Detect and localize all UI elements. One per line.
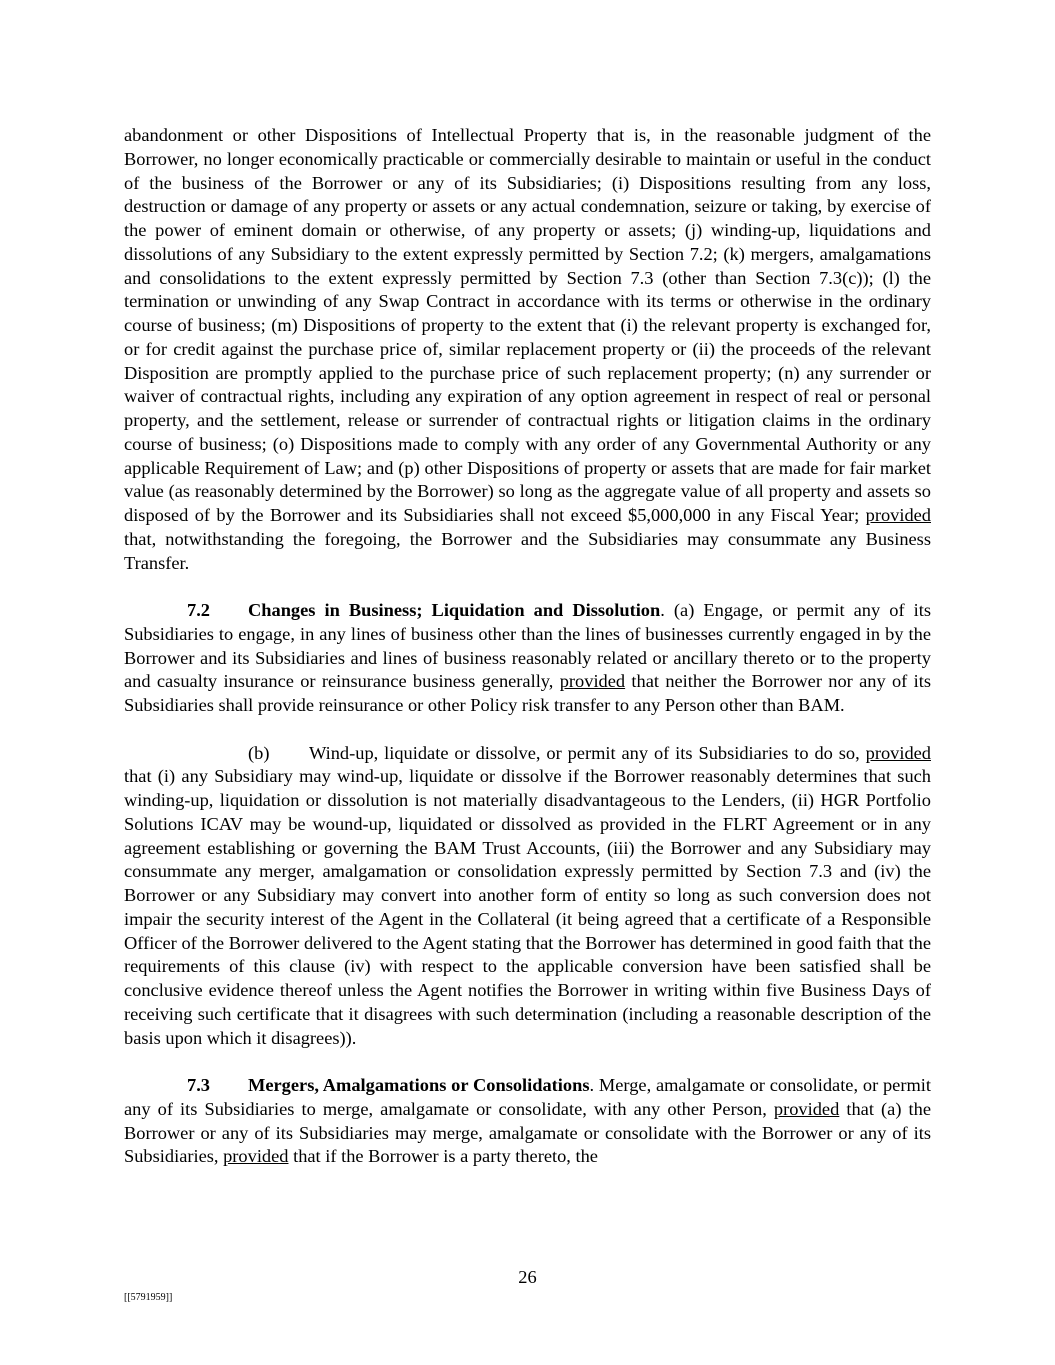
section-7-3-paragraph — [124, 1074, 931, 1169]
text-run: . — [589, 1075, 595, 1095]
text-run: . — [660, 600, 665, 620]
text-run: that, notwithstanding the foregoing, the Borrower and the Subsidiaries may consummate any Business Transfer. — [124, 528, 931, 573]
underlined-term: provided — [865, 505, 931, 525]
section-heading: Mergers, Amalgamations or Consolidations — [248, 1075, 590, 1095]
text-run: that (i) any Subsidiary may wind-up, liquidate or dissolve if the Borrower reasonably determines that such winding-up, liquidation or dissolution is not materially disadvantageous to the Lenders, (ii) HGR Portfolio Solutions ICAV may be wound-up, liquidated or dissolved as provided in the FLRT Agreement or in any agreement establishing or governing the BAM Trust Accounts, (iii) the Borrower and any Subsidiary may consummate any merger, amalgamation or consolidation expressly permitted by Section 7.3 and (iv) the Borrower or any Subsidiary may convert into another form of entity so long as such conversion does not impair the security interest of the Agent in the Collateral (it being agreed that a certificate of a Responsible Officer of the Borrower delivered to the Agent stating that the Borrower has determined in good faith that the requirements of this clause (iv) with respect to the applicable conversion have been satisfied shall be conclusive evidence thereof unless the Agent notifies the Borrower in writing within five Business Days of receiving such certificate that it disagrees with such determination (including a reasonable description of the basis upon which it disagrees)). — [124, 766, 931, 1048]
section-number: 7.3 — [187, 1075, 210, 1095]
underlined-term: provided — [865, 742, 931, 763]
text-run: that if the Borrower is a party thereto, the — [288, 1146, 598, 1167]
paragraph-continuation — [124, 124, 931, 575]
clause-label: (b) — [248, 742, 270, 763]
section-7-2-paragraph — [124, 599, 931, 718]
text-run: (a) Engage, or permit any of its Subsidiaries to engage, in any lines of business other than the lines of businesses currently engaged in by the Borrower and its Subsidiaries and lines of business reasonably related or ancillary thereto or to the property and casualty insurance or reinsurance business generally, — [124, 600, 931, 692]
page-number: 26 — [518, 1267, 537, 1287]
body-text — [124, 124, 931, 1193]
text-run: Wind-up, liquidate or dissolve, or permit any of its Subsidiaries to do so, — [309, 742, 866, 763]
text-run: abandonment or other Dispositions of Intellectual Property that is, in the reasonable judgment of the Borrower, no longer economically practicable or commercially desirable to maintain or useful in the conduct of the business of the Borrower or any of its Subsidiaries; (i) Dispositions resulting from any loss, destruction or damage of any property or assets or any actual condemnation, seizure or taking, by exercise of the power of eminent domain or otherwise, of any property or assets; (j) winding-up, liquidations and dissolutions of any Subsidiary to the extent expressly permitted by Section 7.2; (k) mergers, amalgamations and consolidations to the extent expressly permitted by Section 7.3 (other than Section 7.3(c)); (l) the termination or unwinding of any Swap Contract in accordance with its terms or otherwise in the ordinary course of business; (m) Dispositions of property to the extent that (i) the relevant property is exchanged for, or for credit against the purchase price of, similar replacement property or (ii) the proceeds of the relevant Disposition are promptly applied to the purchase price of such replacement property; (n) any surrender or waiver of contractual rights, including any expiration of any option agreement in respect of real or personal property, and the settlement, release or surrender of contractual rights or litigation claims in the ordinary course of business; (o) Dispositions made to comply with any order of any Governmental Authority or any applicable Requirement of Law; and (p) other Dispositions of property or assets that are made for fair market value (as reasonably determined by the Borrower) so long as the aggregate value of all property and assets so disposed of by the Borrower and its Subsidiaries shall not exceed $5,000,000 in any Fiscal Year; — [124, 125, 931, 525]
section-number: 7.2 — [187, 600, 210, 620]
text-run: that neither the Borrower nor any of its Subsidiaries shall provide reinsurance or other Policy risk transfer to any Person other than BAM. — [124, 671, 931, 715]
text-run: that (a) the Borrower or any of its Subsidiaries may merge, amalgamate or consolidate with the Borrower or any of its Subsidiaries, — [124, 1098, 931, 1167]
underlined-term: provided — [773, 1098, 840, 1119]
text-run: Merge, amalgamate or consolidate, or permit any of its Subsidiaries to merge, amalgamate or consolidate, with any other Person, — [124, 1075, 931, 1119]
underlined-term: provided — [559, 671, 626, 692]
section-heading: Changes in Business; Liquidation and Dissolution — [248, 600, 661, 620]
underlined-term: provided — [223, 1146, 289, 1167]
document-id: [[5791959]] — [124, 1292, 173, 1303]
section-7-2-b-paragraph — [124, 742, 931, 1051]
